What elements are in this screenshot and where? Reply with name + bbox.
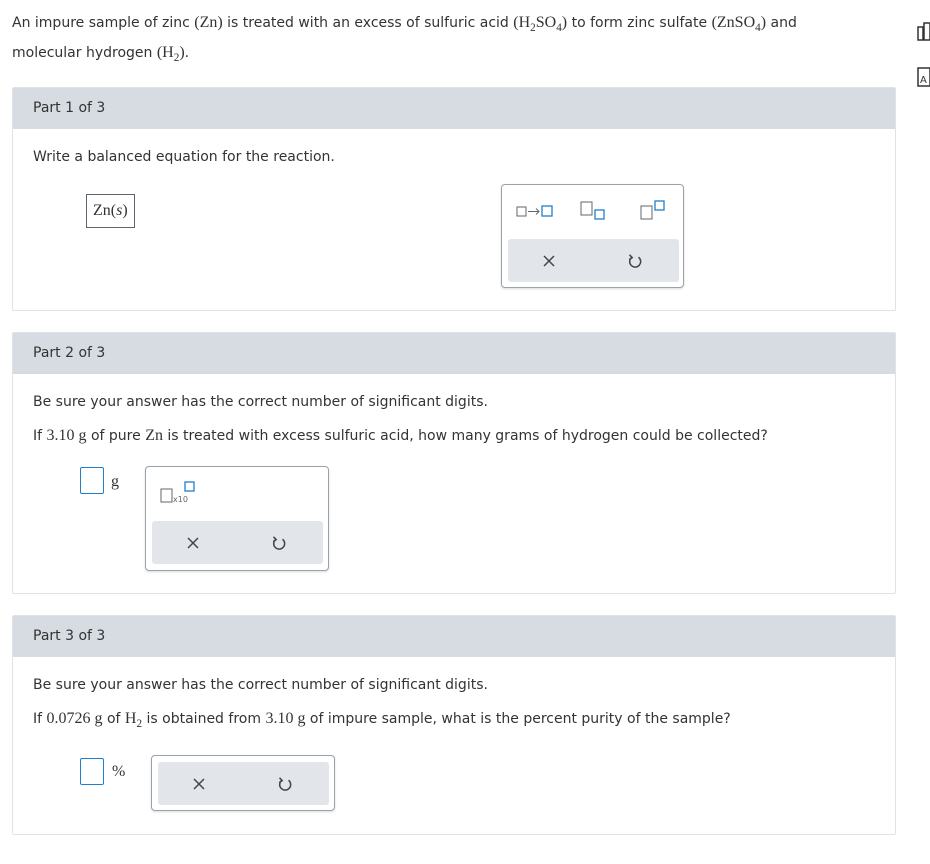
reference-icon[interactable] bbox=[916, 66, 930, 88]
reaction-arrow-icon[interactable] bbox=[516, 202, 554, 220]
sig-digits-note: Be sure your answer has the correct number of significant digits. bbox=[33, 677, 488, 693]
intro-text: An impure sample of zinc bbox=[12, 15, 195, 31]
x10-label: x10 bbox=[173, 495, 188, 504]
clear-icon[interactable] bbox=[179, 529, 207, 557]
part-3-header: Part 3 of 3 bbox=[13, 616, 895, 657]
intro-text: and bbox=[766, 15, 797, 31]
intro-text: to form zinc sulfate bbox=[567, 15, 712, 31]
intro-text: is treated with an excess of sulfuric acid bbox=[222, 15, 514, 31]
h2so4-formula: $(H_2SO_4)$ bbox=[513, 14, 568, 34]
undo-icon[interactable] bbox=[271, 770, 299, 798]
part-2-header: Part 2 of 3 bbox=[13, 333, 895, 374]
unit-percent: % bbox=[112, 763, 126, 780]
intro-line-2: molecular hydrogen $(H_2)$. bbox=[12, 44, 190, 64]
subscript-template-icon[interactable] bbox=[580, 199, 608, 221]
clear-icon[interactable] bbox=[535, 247, 563, 275]
part-2-question: If 3.10 g of pure Zn is treated with excess sulfuric acid, how many grams of hydrogen could be collected? bbox=[33, 427, 768, 444]
superscript-template-icon[interactable] bbox=[638, 199, 666, 221]
unit-grams: g bbox=[111, 473, 119, 490]
problem-intro bbox=[12, 8, 862, 68]
znso4-formula: (ZnSO$_4$) bbox=[711, 14, 767, 34]
intro-line-1 bbox=[12, 8, 862, 38]
undo-icon[interactable] bbox=[621, 247, 649, 275]
number-palette bbox=[151, 755, 335, 811]
sig-digits-note: Be sure your answer has the correct number of significant digits. bbox=[33, 394, 488, 410]
palette-toolbar bbox=[152, 521, 323, 564]
part-3-panel bbox=[12, 615, 896, 835]
hydrogen-mass-input[interactable] bbox=[80, 467, 104, 494]
part-1-header: Part 1 of 3 bbox=[13, 88, 895, 129]
h2-formula: $(H_2)$ bbox=[156, 44, 185, 64]
part-2-panel bbox=[12, 332, 896, 594]
equation-palette bbox=[501, 184, 684, 288]
svg-text:A: A bbox=[920, 75, 927, 86]
undo-icon[interactable] bbox=[265, 529, 293, 557]
equation-answer-box[interactable]: Zn(s) bbox=[86, 194, 135, 228]
part-1-instruction: Write a balanced equation for the reaction. bbox=[33, 149, 335, 165]
periodic-table-icon[interactable] bbox=[916, 22, 930, 44]
palette-toolbar bbox=[158, 762, 329, 805]
percent-purity-input[interactable] bbox=[80, 758, 104, 785]
zn-formula: (Zn) bbox=[194, 14, 223, 31]
number-palette bbox=[145, 466, 329, 571]
intro-text: molecular hydrogen bbox=[12, 45, 157, 61]
palette-toolbar bbox=[508, 239, 679, 282]
part-3-question: If 0.0726 g of $H_2$ is obtained from 3.10 g of impure sample, what is the percent purity of the sample? bbox=[33, 710, 731, 730]
scientific-notation-icon[interactable] bbox=[160, 481, 200, 505]
clear-icon[interactable] bbox=[185, 770, 213, 798]
part-1-panel bbox=[12, 87, 896, 311]
